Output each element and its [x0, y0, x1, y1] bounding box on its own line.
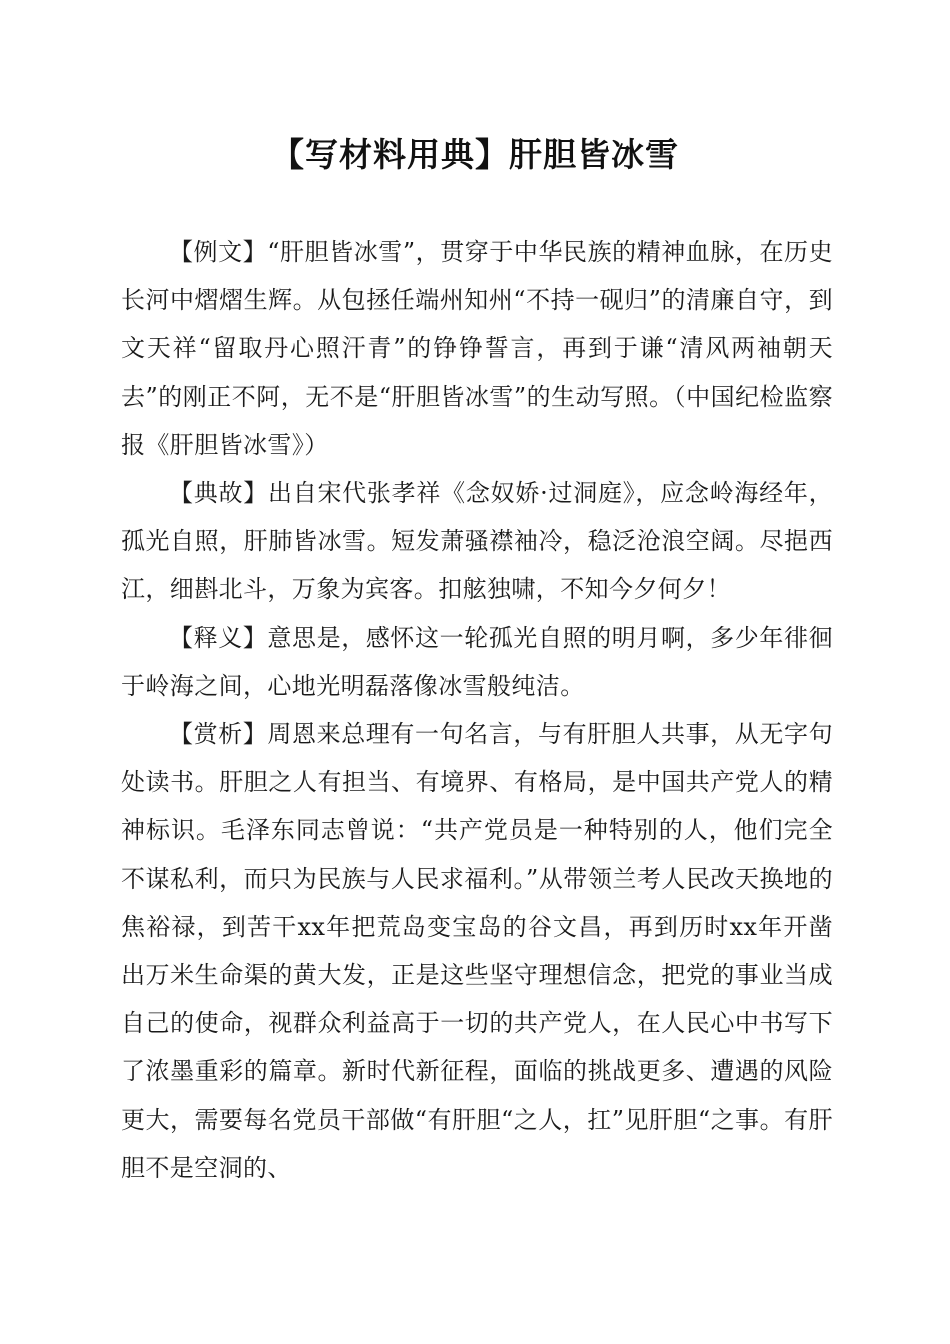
document-title: 【写材料用典】肝胆皆冰雪 — [271, 135, 679, 174]
paragraph-meaning: 【释义】意思是，感怀这一轮孤光自照的明月啊，多少年徘徊于岭海之间，心地光明磊落像冰雪般纯洁。 — [121, 623, 833, 700]
document-body — [121, 228, 833, 1192]
paragraph-example: 【例文】“肝胆皆冰雪”，贯穿于中华民族的精神血脉，在历史长河中熠熠生辉。从包拯任端州知州“不持一砚归”的清廉自守，到文天祥“留取丹心照汗青”的铮铮誓言，再到于谦“清风两袖朝天去”的刚正不阿，无不是“肝胆皆冰雪”的生动写照。（中国纪检监察报《肝胆皆冰雪》） — [121, 238, 833, 459]
paragraph-appreciation: 【赏析】周恩来总理有一句名言，与有肝胆人共事，从无字句处读书。肝胆之人有担当、有境界、有格局，是中国共产党人的精神标识。毛泽东同志曾说：“共产党员是一种特别的人，他们完全不谋私利，而只为民族与人民求福利。”从带领兰考人民改天换地的焦裕禄，到苦干xx年把荒岛变宝岛的谷文昌，再到历时xx年开凿出万米生命渠的黄大发，正是这些坚守理想信念，把党的事业当成自己的使命，视群众利益高于一切的共产党人，在人民心中书写下了浓墨重彩的篇章。新时代新征程，面临的挑战更多、遭遇的风险更大，需要每名党员干部做“有肝胆“之人，扛”见肝胆“之事。有肝胆不是空洞的、 — [121, 720, 833, 1182]
paragraph-allusion: 【典故】出自宋代张孝祥《念奴娇·过洞庭》，应念岭海经年，孤光自照，肝肺皆冰雪。短发萧骚襟袖冷，稳泛沧浪空阔。尽挹西江，细斟北斗，万象为宾客。扣舷独啸，不知今夕何夕！ — [121, 479, 833, 604]
